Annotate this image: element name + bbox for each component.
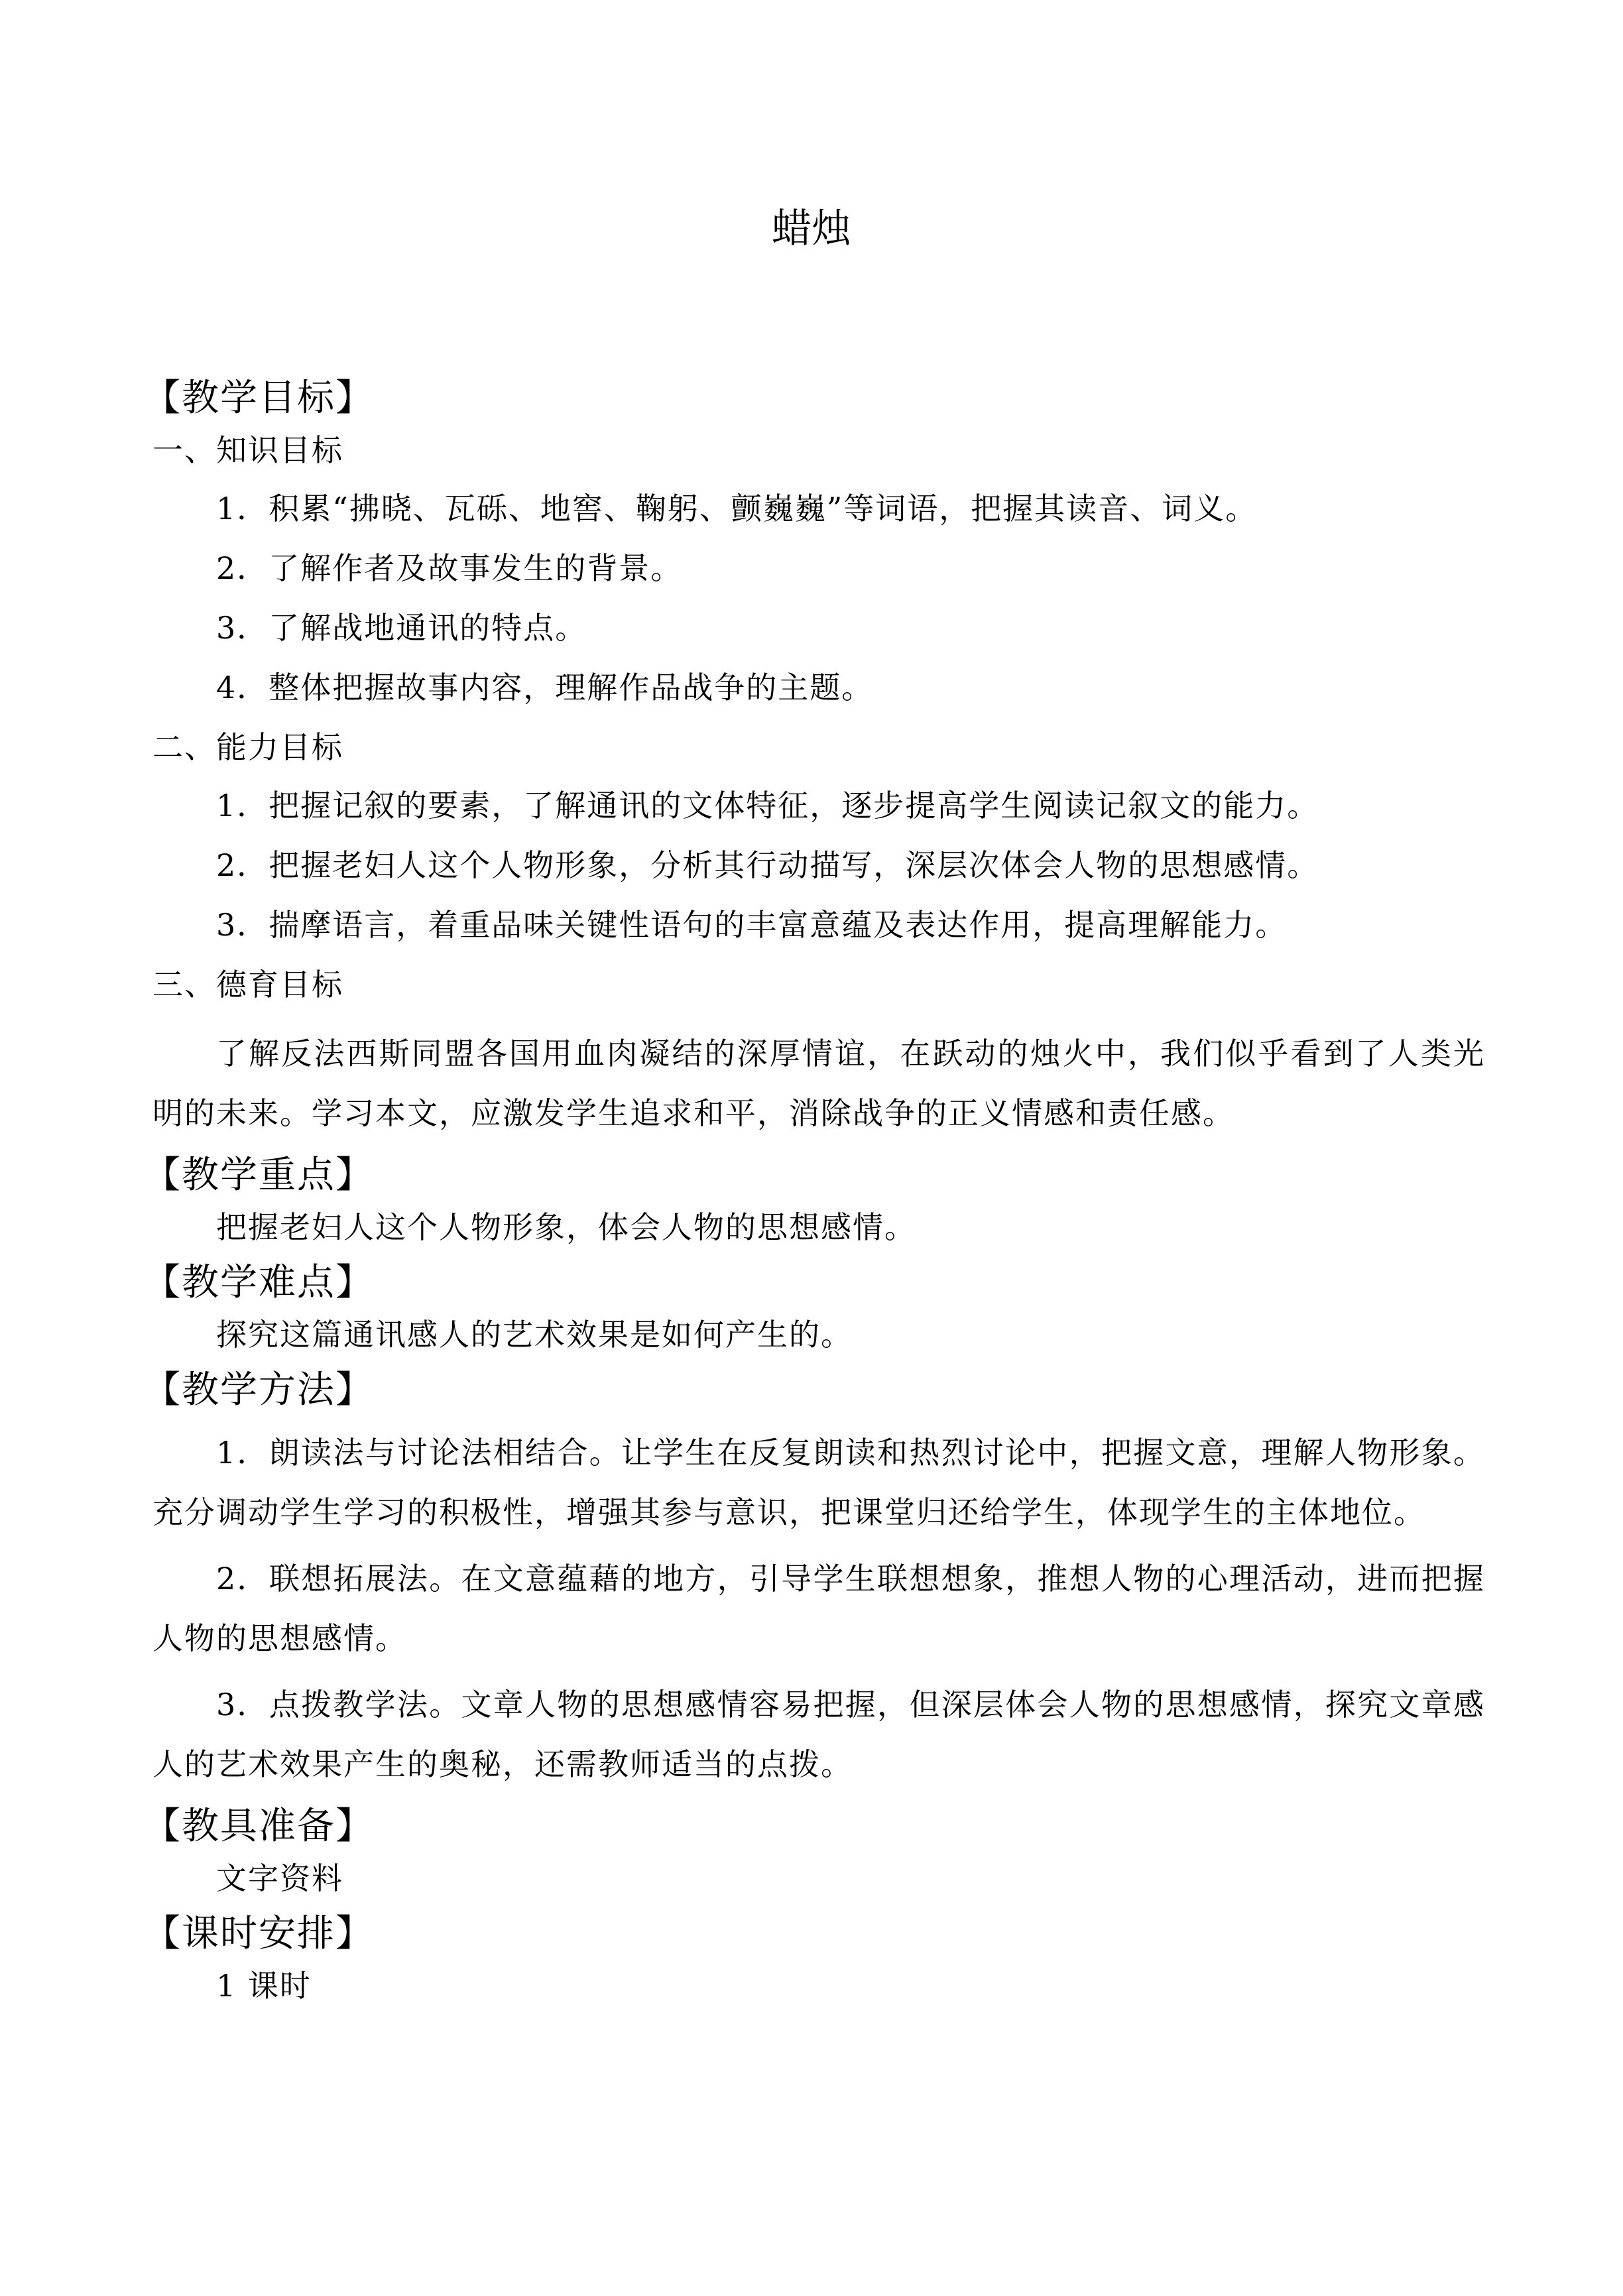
ability-item: 3．揣摩语言，着重品味关键性语句的丰富意蕴及表达作用，提高理解能力。	[216, 907, 1288, 943]
subheading-knowledge: 一、知识目标	[152, 432, 343, 468]
moral-paragraph: 了解反法西斯同盟各国用血肉凝结的深厚情谊，在跃动的烛火中，我们似乎看到了人类光明的未来。学习本文，应激发学生追求和平，消除战争的正义情感和责任感。	[152, 1036, 1485, 1131]
ability-item: 1．把握记叙的要素，了解通讯的文体特征，逐步提高学生阅读记叙文的能力。	[216, 788, 1319, 823]
difficulties-text: 探究这篇通讯感人的艺术效果是如何产生的。	[216, 1317, 853, 1353]
subheading-moral: 三、德育目标	[152, 967, 343, 1002]
ability-item: 2．把握老妇人这个人物形象，分析其行动描写，深层次体会人物的思想感情。	[216, 847, 1319, 883]
knowledge-item: 2．了解作者及故事发生的背景。	[216, 550, 683, 586]
method-paragraph: 2．联想拓展法。在文意蕴藉的地方，引导学生联想想象，推想人物的心理活动，进而把握人物的思想感情。	[152, 1561, 1485, 1656]
section-heading-objectives: 【教学目标】	[143, 377, 374, 420]
materials-text: 文字资料	[216, 1860, 343, 1896]
section-heading-key-points: 【教学重点】	[143, 1154, 374, 1197]
method-paragraph: 1．朗读法与讨论法相结合。让学生在反复朗读和热烈讨论中，把握文意，理解人物形象。充分调动学生学习的积极性，增强其参与意识，把课堂归还给学生，体现学生的主体地位。	[152, 1435, 1485, 1530]
key-points-text: 把握老妇人这个人物形象，体会人物的思想感情。	[216, 1209, 916, 1245]
method-paragraph: 3．点拨教学法。文章人物的思想感情容易把握，但深层体会人物的思想感情，探究文章感人的艺术效果产生的奥秘，还需教师适当的点拨。	[152, 1687, 1485, 1782]
subheading-ability: 二、能力目标	[152, 729, 343, 765]
knowledge-item: 4．整体把握故事内容，理解作品战争的主题。	[216, 670, 874, 705]
document-title: 蜡烛	[772, 206, 851, 252]
knowledge-item: 3．了解战地通讯的特点。	[216, 610, 587, 646]
section-heading-schedule: 【课时安排】	[143, 1912, 374, 1955]
schedule-text: 1 课时	[216, 1968, 312, 2004]
section-heading-difficulties: 【教学难点】	[143, 1261, 374, 1304]
knowledge-item: 1．积累“拂晓、瓦砾、地窖、鞠躬、颤巍巍”等词语，把握其读音、词义。	[216, 491, 1258, 526]
document-body	[143, 377, 1485, 2020]
section-heading-materials: 【教具准备】	[143, 1805, 374, 1848]
section-heading-methods: 【教学方法】	[143, 1368, 374, 1412]
